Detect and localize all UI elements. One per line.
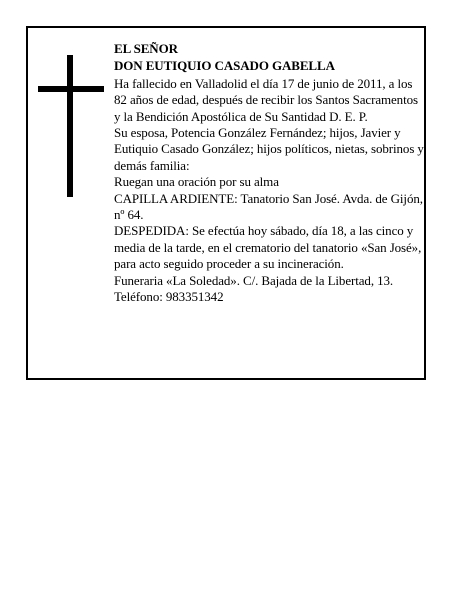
cross-icon-vertical-bar: [67, 55, 73, 197]
death-announcement: Ha fallecido en Valladolid el día 17 de junio de 2011, a los 82 años de edad, después de recibir los Santos Sacramentos y la Bendición Apostólica de Su Santidad D. E. P.: [114, 75, 418, 124]
obituary-notice: [26, 26, 426, 380]
farewell-details: DESPEDIDA: Se efectúa hoy sábado, día 18, a las cinco y media de la tarde, en el crematorio del tanatorio «San José», para acto seguido proceder a su incineración.: [114, 223, 422, 272]
family-list: Su esposa, Potencia González Fernández; hijos, Javier y Eutiquio Casado González; hijos políticos, nietas, sobrinos y demás familia:: [114, 125, 424, 173]
notice-text: [114, 41, 426, 306]
funeral-home: Funeraria «La Soledad». C/. Bajada de la Libertad, 13. Teléfono: 983351342: [114, 272, 394, 305]
notice-title: EL SEÑOR: [114, 41, 178, 56]
funeral-chapel: CAPILLA ARDIENTE: Tanatorio San José. Avda. de Gijón, nº 64.: [114, 190, 423, 223]
deceased-name: DON EUTIQUIO CASADO GABELLA: [114, 58, 335, 74]
prayer-request: Ruegan una oración por su alma: [114, 174, 279, 190]
cross-icon-horizontal-bar: [38, 86, 104, 92]
